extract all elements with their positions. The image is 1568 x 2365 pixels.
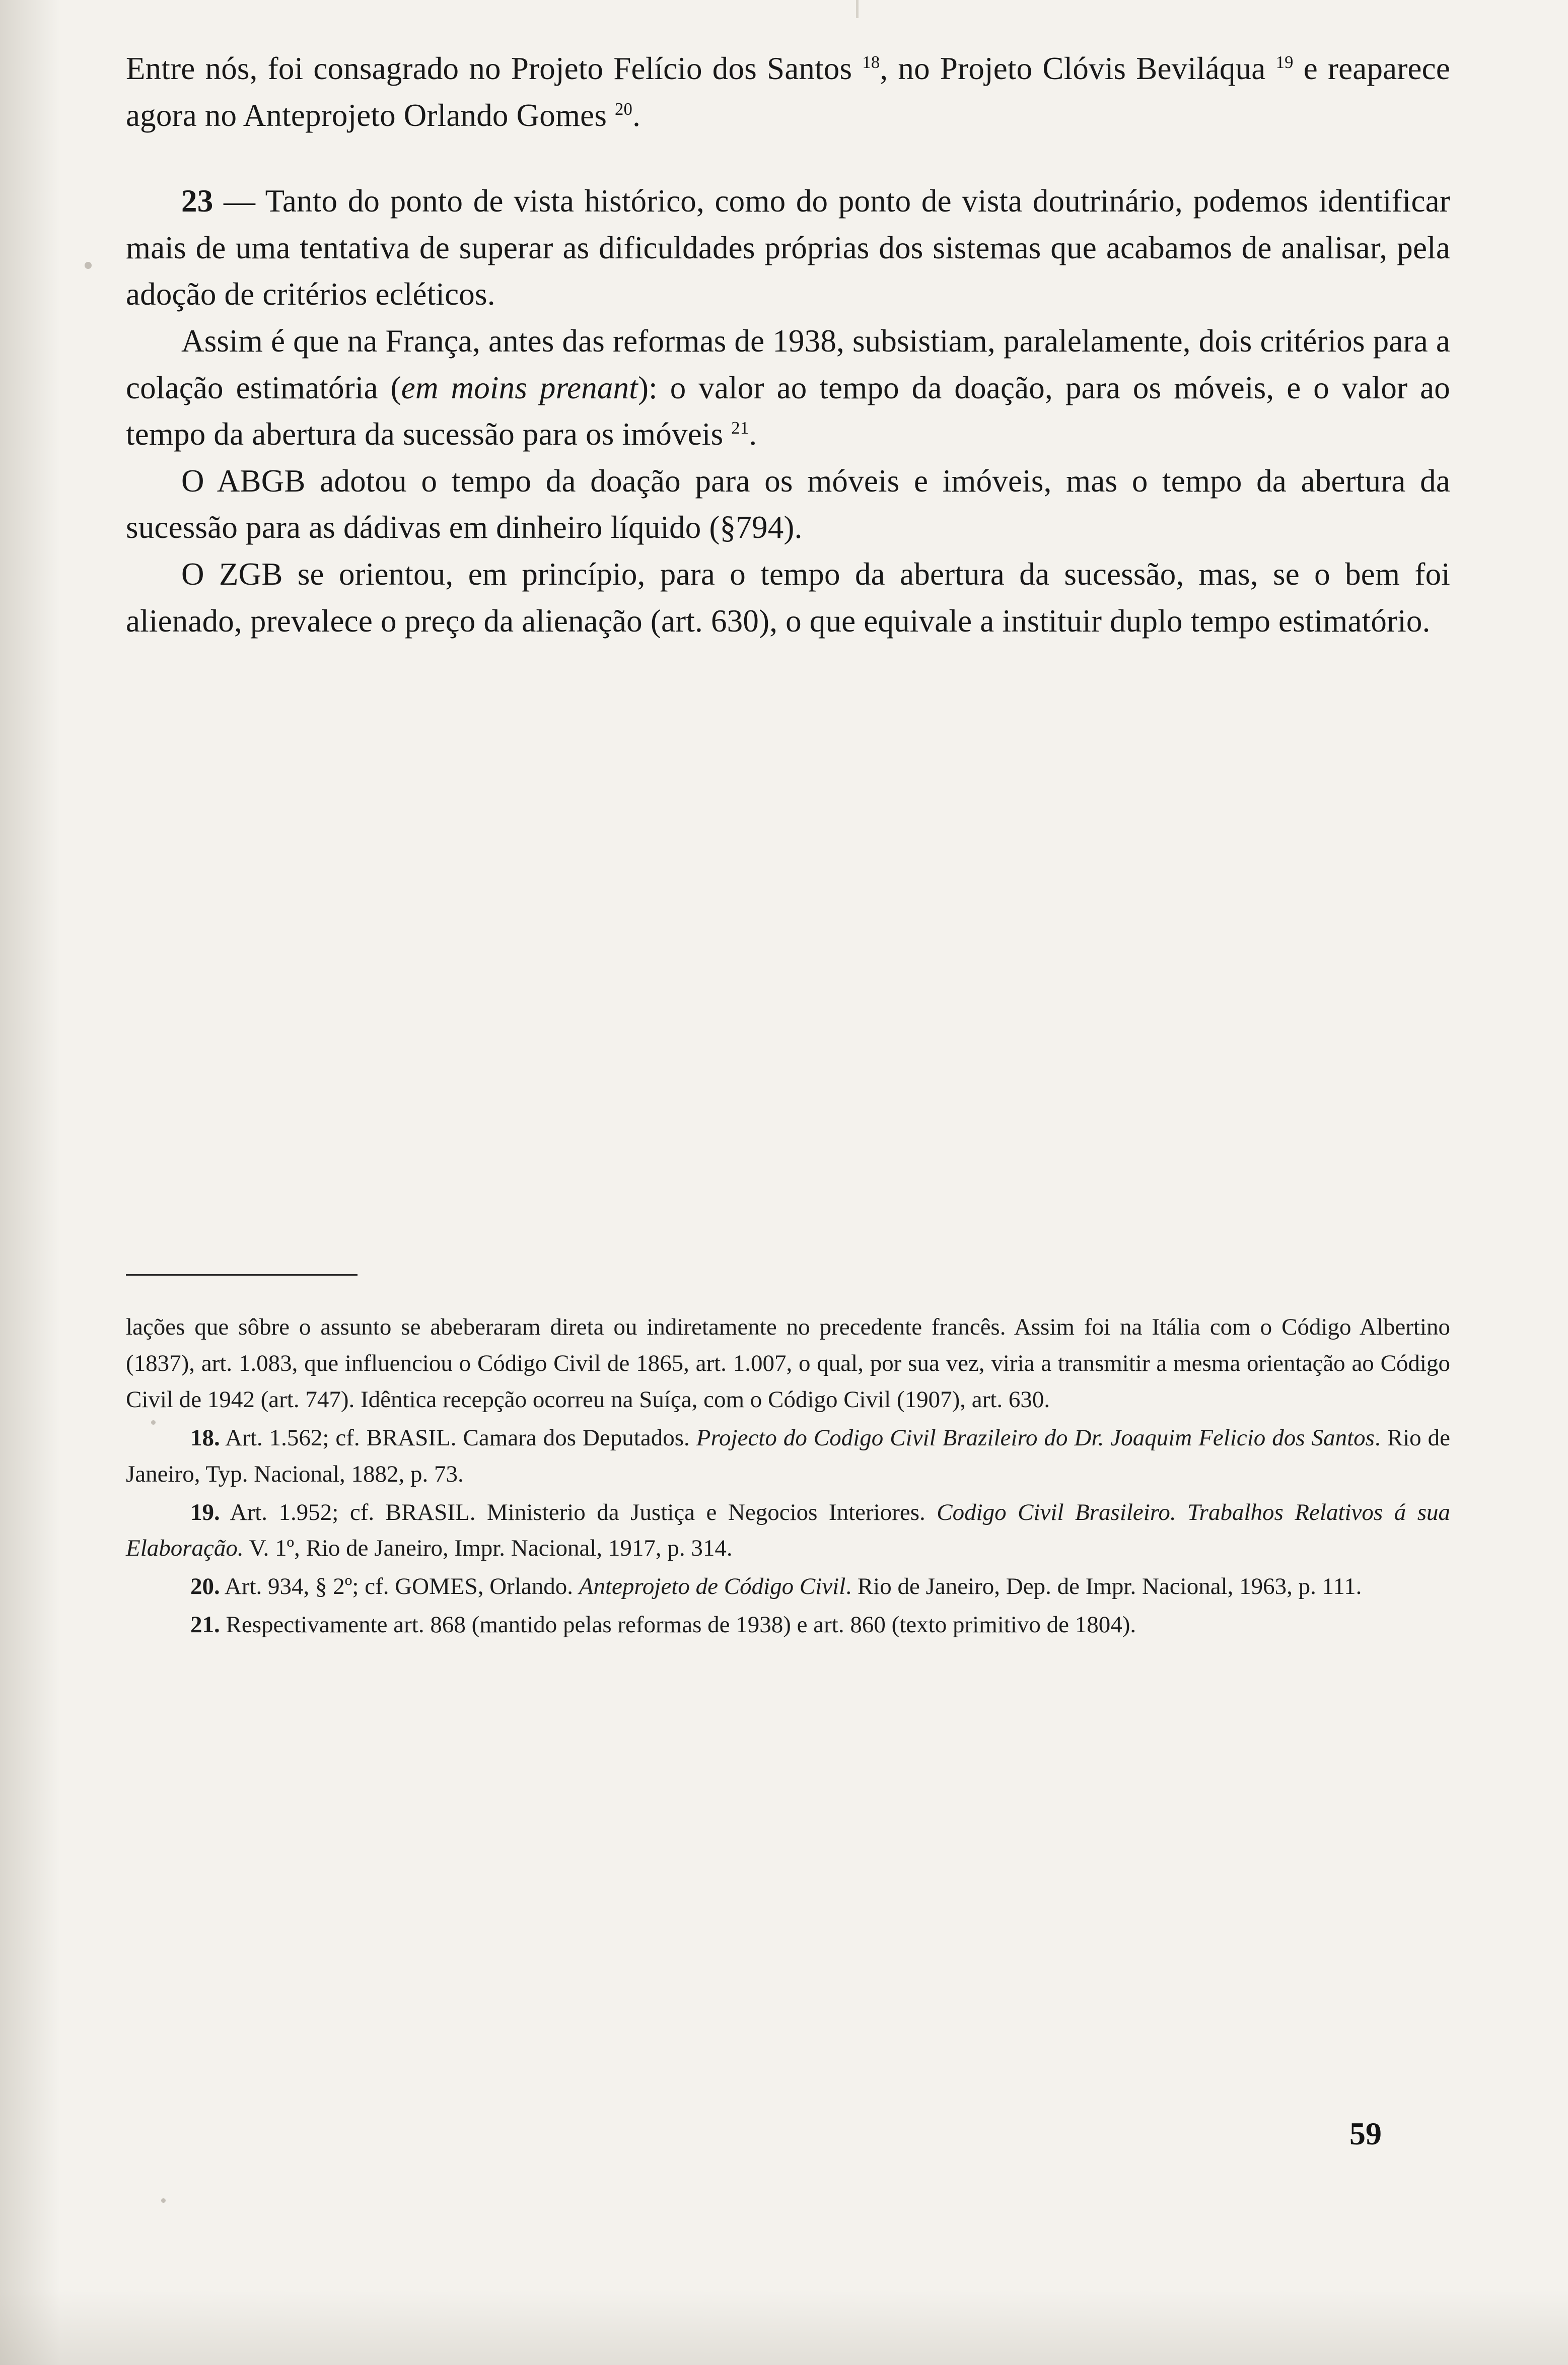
footnote-number: 18. bbox=[190, 1424, 220, 1451]
footnote-divider bbox=[126, 1274, 358, 1276]
footnote-20: 20. Art. 934, § 2º; cf. GOMES, Orlando. Anteprojeto de Código Civil. Rio de Janeiro, Dep. de Impr. Nacional, 1963, p. 111. bbox=[190, 1573, 1362, 1600]
footnote-number: 21. bbox=[190, 1612, 220, 1638]
page-top-mark bbox=[856, 0, 859, 18]
footnote-continuation: lações que sôbre o assunto se abeberaram direta ou indiretamente no precedente francês. Assim foi na Itália com o Código Albertino (1837), art. 1.083, que influenciou o Código Civil de 1865, art. 1.007, o qual, por sua vez, viria a transmitir a mesma orientação ao Código Civil de 1942 (art. 747). Idêntica recepção ocorreu na Suíça, com o Código Civil (1907), art. 630. bbox=[126, 1314, 1450, 1413]
paragraph-23: 23 — Tanto do ponto de vista histórico, como do ponto de vista doutrinário, podemos identificar mais de uma tentativa de superar as dificuldades próprias dos sistemas que acabamos de analisar, pela adoção de critérios ecléticos. bbox=[126, 183, 1450, 312]
section-number: 23 bbox=[181, 183, 213, 219]
paragraph-abgb: O ABGB adotou o tempo da doação para os móveis e imóveis, mas o tempo da abertura da sucessão para as dádivas em dinheiro líquido (§794). bbox=[126, 463, 1450, 545]
footnote-ref-19: 19 bbox=[1275, 53, 1294, 72]
page-edge-shading-bottom bbox=[0, 2289, 1568, 2365]
footnote-21: 21. Respectivamente art. 868 (mantido pelas reformas de 1938) e art. 860 (texto primitivo de 1804). bbox=[190, 1612, 1136, 1638]
paragraph-zgb: O ZGB se orientou, em princípio, para o tempo da abertura da sucessão, mas, se o bem foi alienado, prevalece o preço da alienação (art. 630), o que equivale a instituir duplo tempo estimatório. bbox=[126, 557, 1450, 639]
page-number: 59 bbox=[1349, 2116, 1382, 2151]
footnote-18: 18. Art. 1.562; cf. BRASIL. Camara dos Deputados. Projecto do Codigo Civil Brazileiro do Dr. Joaquim Felicio dos Santos. Rio de Janeiro, Typ. Nacional, 1882, p. 73. bbox=[126, 1424, 1450, 1487]
footnote-ref-21: 21 bbox=[731, 419, 749, 438]
footnote-number: 20. bbox=[190, 1573, 220, 1600]
footnote-19: 19. Art. 1.952; cf. BRASIL. Ministerio da Justiça e Negocios Interiores. Codigo Civil Brasileiro. Trabalhos Relativos á sua Elaboração. V. 1º, Rio de Janeiro, Impr. Nacional, 1917, p. 314. bbox=[126, 1499, 1450, 1562]
paper-speck bbox=[85, 262, 92, 269]
paragraph-franca: Assim é que na França, antes das reformas de 1938, subsistiam, paralelamente, dois critérios para a colação estimatória (em moins prenant): o valor ao tempo da doação, para os móveis, e o valor ao tempo da abertura da sucessão para os imóveis $^{21}$. bbox=[126, 323, 1450, 452]
latin-phrase: em moins prenant bbox=[401, 370, 638, 405]
footnote-ref-20: 20 bbox=[615, 99, 633, 119]
paper-speck bbox=[161, 2198, 166, 2203]
paragraph-intro: Entre nós, foi consagrado no Projeto Felício dos Santos $^{18}$, no Projeto Clóvis Beviláqua $^{19}$ e reaparece agora no Anteprojeto Orlando Gomes $^{20}$. bbox=[126, 51, 1450, 133]
footnote-ref-18: 18 bbox=[862, 53, 880, 72]
footnotes-block bbox=[126, 1309, 1450, 1645]
body-text-block bbox=[126, 45, 1450, 644]
page-content bbox=[126, 45, 1450, 2151]
page-edge-shading-left bbox=[0, 0, 60, 2365]
footnote-number: 19. bbox=[190, 1499, 220, 1525]
